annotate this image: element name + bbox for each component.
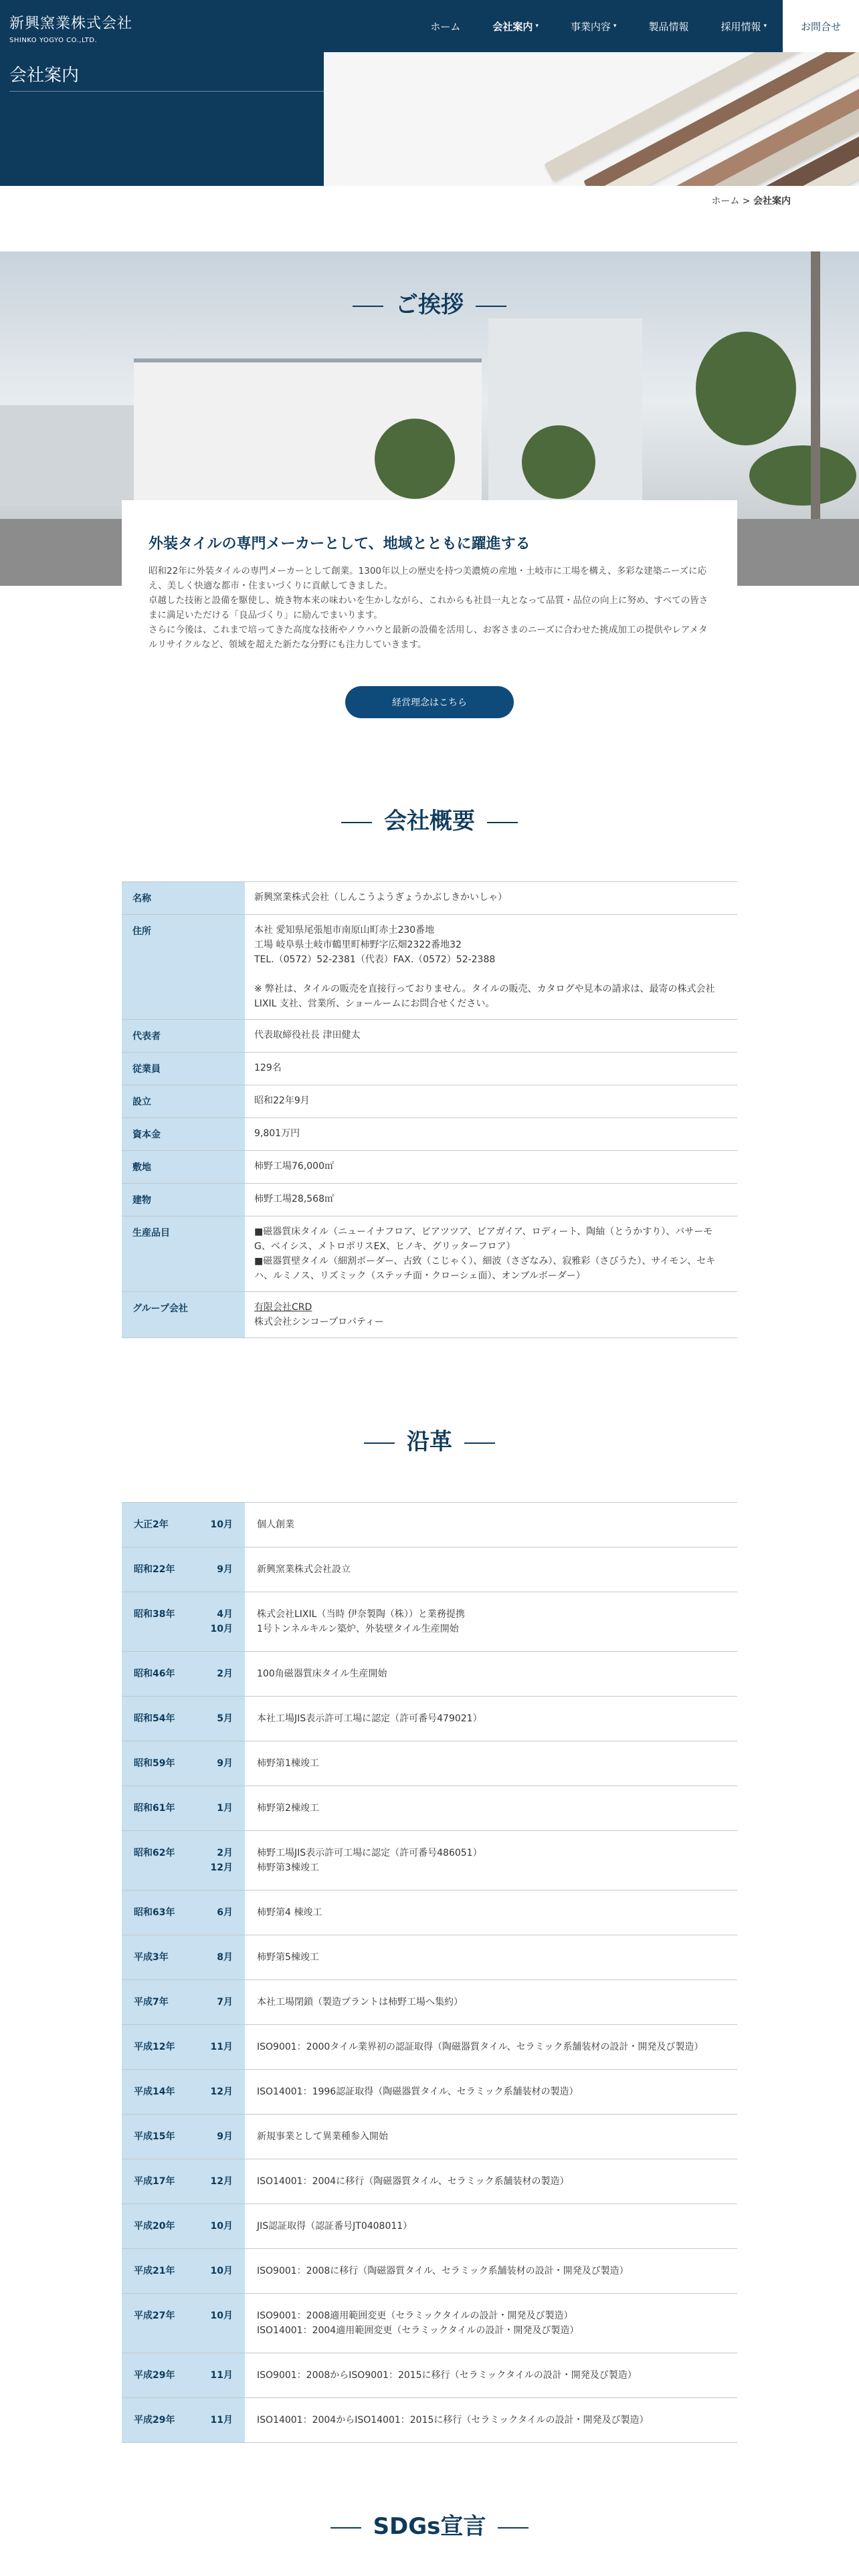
site-logo[interactable]	[9, 12, 132, 44]
heading-bar	[498, 2527, 529, 2529]
nav-products[interactable]	[632, 0, 704, 52]
table-row	[122, 1053, 737, 1085]
table-row	[122, 1891, 737, 1935]
history-month: 4月 10月	[210, 1609, 233, 1634]
sdgs-heading	[0, 2508, 859, 2541]
history-event: 本社工場JIS表示許可工場に認定（許可番号479021）	[257, 1713, 482, 1724]
table-row	[122, 1786, 737, 1831]
table-row	[122, 2204, 737, 2249]
history-month: 8月	[217, 1952, 233, 1963]
history-date	[122, 2249, 245, 2293]
row-value: 代表取締役社長 津田健太	[254, 1030, 361, 1041]
history-month: 10月	[210, 2311, 233, 2321]
history-era: 平成14年	[134, 2086, 175, 2097]
table-row	[122, 915, 737, 1020]
table-row	[122, 1741, 737, 1786]
greeting-text: 昭和22年に外装タイルの専門メーカーとして創業。1300年以上の歴史を持つ美濃焼の産地・土岐市に工場を構え、多彩な建築ニーズに応え、美しく快適な都市・住まいづくりに貢献してきました。 卓越した技術と設備を駆使し、焼き物本来の味わいを生かしながら、これからも社員一丸となって品質・品位の向上に努め、すべての皆さまに満足いただける「良品づくり」に励んでまいります。 さらに今後は、これまで培ってきた高度な技術やノウハウと最新の設備を活用し、お客さまのニーズに合わせた挑成加工の提供やレアメタルリサイクルなど、領域を超えた新たな分野にも注力していきます。	[149, 566, 708, 650]
history-era: 平成21年	[134, 2266, 175, 2276]
history-event: ISO9001：2008に移行（陶磁器質タイル、セラミック系舗装材の設計・開発及び製造）	[257, 2266, 629, 2276]
row-label: 生産品目	[122, 1216, 245, 1291]
history-heading	[0, 1423, 859, 1456]
heading-bar	[487, 822, 518, 823]
overview-table	[122, 881, 737, 1338]
sdgs-heading-text: SDGs宣言	[373, 2513, 486, 2540]
history-era: 昭和22年	[134, 1564, 175, 1575]
history-date	[122, 2204, 245, 2248]
nav-label: 会社案内	[492, 20, 533, 33]
row-label: 資本金	[122, 1118, 245, 1150]
table-row	[122, 882, 737, 915]
row-value: 9,801万円	[254, 1128, 300, 1139]
row-label: グループ会社	[122, 1292, 245, 1337]
history-month: 10月	[210, 2266, 233, 2276]
history-month: 9月	[217, 1758, 233, 1769]
table-row	[122, 1503, 737, 1547]
nav-company[interactable]	[476, 0, 555, 52]
history-event: 株式会社LIXIL（当時 伊奈製陶（株））と業務提携 1号トンネルキルン築炉、外装壁タイル生産開始	[257, 1609, 465, 1634]
breadcrumb	[711, 194, 791, 207]
history-event: ISO9001：2000タイル業界初の認証取得（陶磁器質タイル、セラミック系舗装材の設計・開発及び製造）	[257, 2042, 704, 2052]
row-value: 昭和22年9月	[254, 1095, 310, 1106]
history-date	[122, 1592, 245, 1651]
main-nav	[414, 0, 859, 52]
group-company-name: 株式会社シンコープロパティー	[254, 1317, 384, 1327]
history-month: 11月	[210, 2042, 233, 2052]
row-label: 名称	[122, 882, 245, 914]
history-date	[122, 1547, 245, 1592]
history-event: JIS認証取得（認証番号JT0408011）	[257, 2221, 413, 2232]
table-row	[122, 1592, 737, 1652]
history-era: 平成29年	[134, 2415, 175, 2426]
history-month: 11月	[210, 2370, 233, 2381]
history-date	[122, 1503, 245, 1547]
table-row	[122, 1831, 737, 1891]
table-row	[122, 2070, 737, 2115]
history-era: 昭和46年	[134, 1669, 175, 1679]
logo-text: 新興窯業株式会社	[9, 15, 133, 32]
table-row	[122, 2353, 737, 2398]
history-date	[122, 1697, 245, 1741]
history-era: 昭和38年	[134, 1609, 175, 1620]
greeting-heading-text: ご挨拶	[395, 292, 464, 318]
history-date	[122, 2070, 245, 2114]
history-month: 11月	[210, 2415, 233, 2426]
history-month: 12月	[210, 2086, 233, 2097]
history-era: 平成29年	[134, 2370, 175, 2381]
history-month: 12月	[210, 2176, 233, 2187]
overview-heading	[0, 802, 859, 835]
row-label: 住所	[122, 915, 245, 1019]
row-label: 敷地	[122, 1151, 245, 1183]
heading-bar	[341, 822, 372, 823]
nav-label: ホーム	[430, 20, 461, 33]
page-title: 会社案内	[9, 66, 80, 86]
history-month: 2月 12月	[210, 1848, 233, 1873]
row-label: 建物	[122, 1184, 245, 1216]
row-label: 代表者	[122, 1020, 245, 1052]
table-row	[122, 1151, 737, 1184]
nav-home[interactable]	[414, 0, 476, 52]
greeting-heading	[0, 286, 859, 319]
table-row	[122, 2159, 737, 2204]
philosophy-button[interactable]: 経営理念はこちら	[345, 686, 514, 718]
photo-tree	[749, 445, 856, 506]
nav-recruit[interactable]	[704, 0, 783, 52]
history-date	[122, 2398, 245, 2442]
chevron-down-icon: ▾	[535, 23, 539, 29]
table-row	[122, 2025, 737, 2070]
photo-tree	[375, 419, 455, 499]
history-event: ISO14001：1996認証取得（陶磁器質タイル、セラミック系舗装材の製造）	[257, 2086, 579, 2097]
photo-tree	[522, 425, 595, 499]
history-event: ISO9001：2008適用範囲変更（セラミックタイルの設計・開発及び製造） ISO14001：2004適用範囲変更（セラミックタイルの設計・開発及び製造）	[257, 2311, 579, 2336]
history-era: 大正2年	[134, 1519, 169, 1530]
history-date	[122, 1831, 245, 1890]
history-event: 柿野工場JIS表示許可工場に認定（許可番号486051） 柿野第3棟竣工	[257, 1848, 482, 1873]
history-era: 平成3年	[134, 1952, 169, 1963]
history-era: 平成20年	[134, 2221, 175, 2232]
history-date	[122, 2353, 245, 2397]
table-row	[122, 1935, 737, 1980]
table-row	[122, 1292, 737, 1338]
history-era: 昭和59年	[134, 1758, 175, 1769]
nav-label: 事業内容	[570, 20, 611, 33]
photo-building	[0, 405, 147, 506]
history-era: 平成7年	[134, 1997, 169, 2008]
row-value: 本社 愛知県尾張旭市南原山町赤土230番地 工場 岐阜県土岐市鶴里町柿野字広畑2322番地32 TEL.（0572）52-2381（代表）FAX.（0572）52-2388 ※ 弊社は、タイルの販売を直接行っておりません。タイルの販売、カタログや見本の請求は、最寄の株式会社LIXIL 支社、営業所、ショールームにお問合せください。	[254, 925, 715, 1009]
history-date	[122, 1652, 245, 1696]
history-date	[122, 1935, 245, 1979]
table-row	[122, 1085, 737, 1118]
row-value	[245, 1292, 737, 1337]
history-month: 6月	[217, 1907, 233, 1918]
history-era: 昭和54年	[134, 1713, 175, 1724]
heading-bar	[464, 1442, 495, 1444]
history-event: ISO14001：2004に移行（陶磁器質タイル、セラミック系舗装材の製造）	[257, 2176, 569, 2187]
history-event: 新規事業として異業種参入開始	[257, 2131, 388, 2142]
history-era: 平成15年	[134, 2131, 175, 2142]
history-era: 昭和61年	[134, 1803, 175, 1814]
row-value: 柿野工場28,568㎡	[254, 1194, 334, 1204]
greeting-card	[122, 500, 737, 667]
table-row	[122, 1020, 737, 1053]
history-date	[122, 1891, 245, 1935]
history-era: 昭和63年	[134, 1907, 175, 1918]
history-month: 7月	[217, 1997, 233, 2008]
history-event: 柿野第5棟竣工	[257, 1952, 319, 1963]
overview-heading-text: 会社概要	[384, 808, 475, 835]
chevron-down-icon: ▾	[613, 23, 617, 29]
row-value: ■磁器質床タイル（ニューイナフロア、ビアツツア、ビアガイア、ロディート、陶紬（とうかすり）、バサーモG、ベイシス、メトロポリスEX、ヒノキ、グリッターフロア） ■磁器質壁タイル（細割ボーダー、古致（こじゃく）、細波（さざなみ）、寂雅彩（さびうた）、サイモン、セキハ、ルミノス、リズミック（ステッチ面・クローシェ面）、オンブルボーダー）	[254, 1226, 716, 1281]
history-era: 平成27年	[134, 2311, 175, 2321]
table-row	[122, 1216, 737, 1292]
table-row	[122, 1118, 737, 1151]
heading-bar	[364, 1442, 395, 1444]
history-date	[122, 1741, 245, 1786]
banner-tile-image	[324, 52, 859, 186]
history-date	[122, 2115, 245, 2159]
table-row	[122, 1547, 737, 1592]
breadcrumb-home[interactable]: ホーム	[711, 196, 740, 207]
history-month: 10月	[210, 2221, 233, 2232]
heading-bar	[476, 306, 506, 307]
nav-label: 採用情報	[721, 20, 761, 33]
history-date	[122, 2025, 245, 2069]
history-event: 柿野第2棟竣工	[257, 1803, 319, 1814]
history-month: 10月	[210, 1519, 233, 1530]
breadcrumb-current: 会社案内	[753, 196, 791, 207]
history-table	[122, 1502, 737, 2443]
history-month: 2月	[217, 1669, 233, 1679]
nav-business[interactable]	[555, 0, 633, 52]
table-row	[122, 1980, 737, 2025]
history-date	[122, 1980, 245, 2024]
site-header	[0, 0, 859, 52]
row-value: 129名	[254, 1063, 282, 1073]
table-row	[122, 2249, 737, 2294]
history-month: 1月	[217, 1803, 233, 1814]
greeting-title: 外装タイルの専門メーカーとして、地域とともに躍進する	[149, 536, 531, 552]
table-row	[122, 1697, 737, 1741]
history-event: ISO9001：2008からISO9001：2015に移行（セラミックタイルの設計・開発及び製造）	[257, 2370, 637, 2381]
history-era: 平成17年	[134, 2176, 175, 2187]
logo-subtext: SHINKO YOGYO CO.,LTD.	[9, 37, 98, 44]
history-event: 本社工場閉鎖（製造プラントは柿野工場へ集約）	[257, 1997, 463, 2008]
nav-contact-button[interactable]: お問合せ	[783, 0, 859, 52]
table-row	[122, 1184, 737, 1216]
nav-label: 製品情報	[648, 20, 689, 33]
history-event: 個人創業	[257, 1519, 294, 1530]
history-event: ISO14001：2004からISO14001：2015に移行（セラミックタイルの設計・開発及び製造）	[257, 2415, 649, 2426]
history-event: 新興窯業株式会社設立	[257, 1564, 351, 1575]
table-row	[122, 1652, 737, 1697]
row-label: 従業員	[122, 1053, 245, 1085]
table-row	[122, 2115, 737, 2159]
row-value: 新興窯業株式会社（しんこうようぎょうかぶしきかいしゃ）	[254, 892, 507, 903]
banner-divider	[9, 91, 324, 92]
history-event: 柿野第4 棟竣工	[257, 1907, 322, 1918]
history-date	[122, 2294, 245, 2353]
table-row	[122, 2398, 737, 2443]
breadcrumb-separator: >	[739, 196, 753, 207]
heading-bar	[353, 306, 383, 307]
history-date	[122, 1786, 245, 1830]
table-row	[122, 2294, 737, 2353]
history-month: 5月	[217, 1713, 233, 1724]
chevron-down-icon: ▾	[763, 23, 767, 29]
history-month: 9月	[217, 1564, 233, 1575]
history-era: 昭和62年	[134, 1848, 175, 1858]
history-date	[122, 2159, 245, 2204]
row-value: 柿野工場76,000㎡	[254, 1161, 334, 1172]
row-label: 設立	[122, 1085, 245, 1117]
group-company-link[interactable]: 有限会社CRD	[254, 1302, 312, 1313]
history-heading-text: 沿革	[407, 1428, 452, 1455]
history-event: 100角磁器質床タイル生産開始	[257, 1669, 387, 1679]
history-month: 9月	[217, 2131, 233, 2142]
history-event: 柿野第1棟竣工	[257, 1758, 319, 1769]
history-era: 平成12年	[134, 2042, 175, 2052]
heading-bar	[330, 2527, 361, 2529]
photo-tree	[696, 332, 796, 445]
